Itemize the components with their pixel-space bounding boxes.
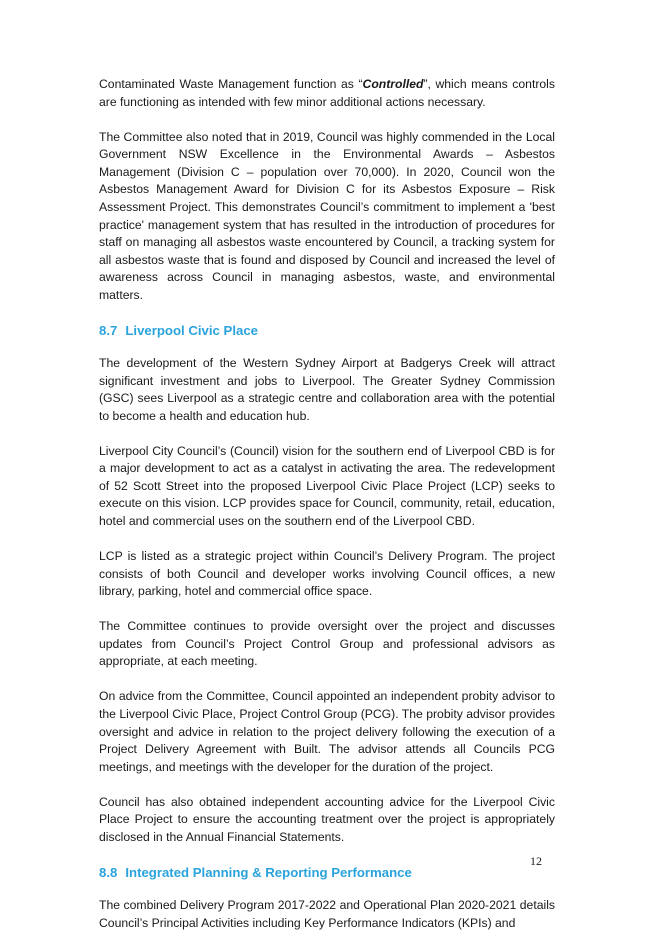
paragraph-council-vision: Liverpool City Council’s (Council) vision for the southern end of Liverpool CBD is for a major development to act as a catalyst in activating the area. The redevelopment of 52 Scott Street into the proposed Liverpool Civic Place Project (LCP) seeks to execute on this vision. LCP provides space for Council, community, retail, education, hotel and commercial uses on the southern end of the Liverpool CBD.: [99, 443, 555, 529]
section-heading-8-7: [99, 322, 555, 340]
paragraph-committee-oversight: The Committee continues to provide oversight over the project and discusses updates from Council’s Project Control Group and professional advisors as appropriate, at each meeting.: [99, 619, 555, 669]
section-title: Liverpool Civic Place: [125, 322, 259, 338]
controlled-emphasis: Controlled: [362, 77, 424, 91]
section-heading-8-8: [99, 864, 555, 882]
section-number: 8.7: [99, 322, 118, 338]
paragraph-asbestos-awards: The Committee also noted that in 2019, Council was highly commended in the Local Government NSW Excellence in the Environmental Awards – Asbestos Management (Division C – population over 70,000). In 2020, Council won the Asbestos Management Award for Division C for its Asbestos Exposure – Risk Assessment Project. This demonstrates Council’s commitment to implement a 'best practice' management system that has resulted in the introduction of procedures for staff on managing all asbestos waste encountered by Council, a tracking system for all asbestos waste that is found and disposed by Council and increased the level of awareness across Council in managing asbestos, waste, and environmental matters.: [99, 129, 555, 302]
section-title: Integrated Planning & Reporting Performance: [125, 864, 412, 880]
paragraph-lcp-strategic-project: LCP is listed as a strategic project within Council’s Delivery Program. The project consists of both Council and developer works involving Council offices, a new library, parking, hotel and commercial office space.: [99, 549, 555, 599]
paragraph-probity-advisor: On advice from the Committee, Council appointed an independent probity advisor to the Liverpool Civic Place, Project Control Group (PCG). The probity advisor provides oversight and advice in relation to the project delivery following the execution of a Project Delivery Agreement with Built. The advisor attends all Councils PCG meetings, and meetings with the developer for the duration of the project.: [99, 689, 555, 774]
page-number: 12: [530, 854, 542, 868]
page-content: [99, 76, 555, 932]
paragraph-controlled-status: Contaminated Waste Management function as “Controlled”, which means controls are functioning as intended with few minor additional actions necessary.: [99, 77, 555, 109]
paragraph-accounting-advice: Council has also obtained independent accounting advice for the Liverpool Civic Place Project to ensure the accounting treatment over the project is appropriately disclosed in the Annual Financial Statements.: [99, 794, 555, 844]
paragraph-delivery-program: The combined Delivery Program 2017-2022 and Operational Plan 2020-2021 details Council’s Principal Activities including Key Performance Indicators (KPIs) and: [99, 897, 555, 930]
paragraph-western-sydney-airport: The development of the Western Sydney Airport at Badgerys Creek will attract significant investment and jobs to Liverpool. The Greater Sydney Commission (GSC) sees Liverpool as a strategic centre and collaboration area with the potential to become a health and education hub.: [99, 355, 555, 423]
section-number: 8.8: [99, 864, 118, 880]
